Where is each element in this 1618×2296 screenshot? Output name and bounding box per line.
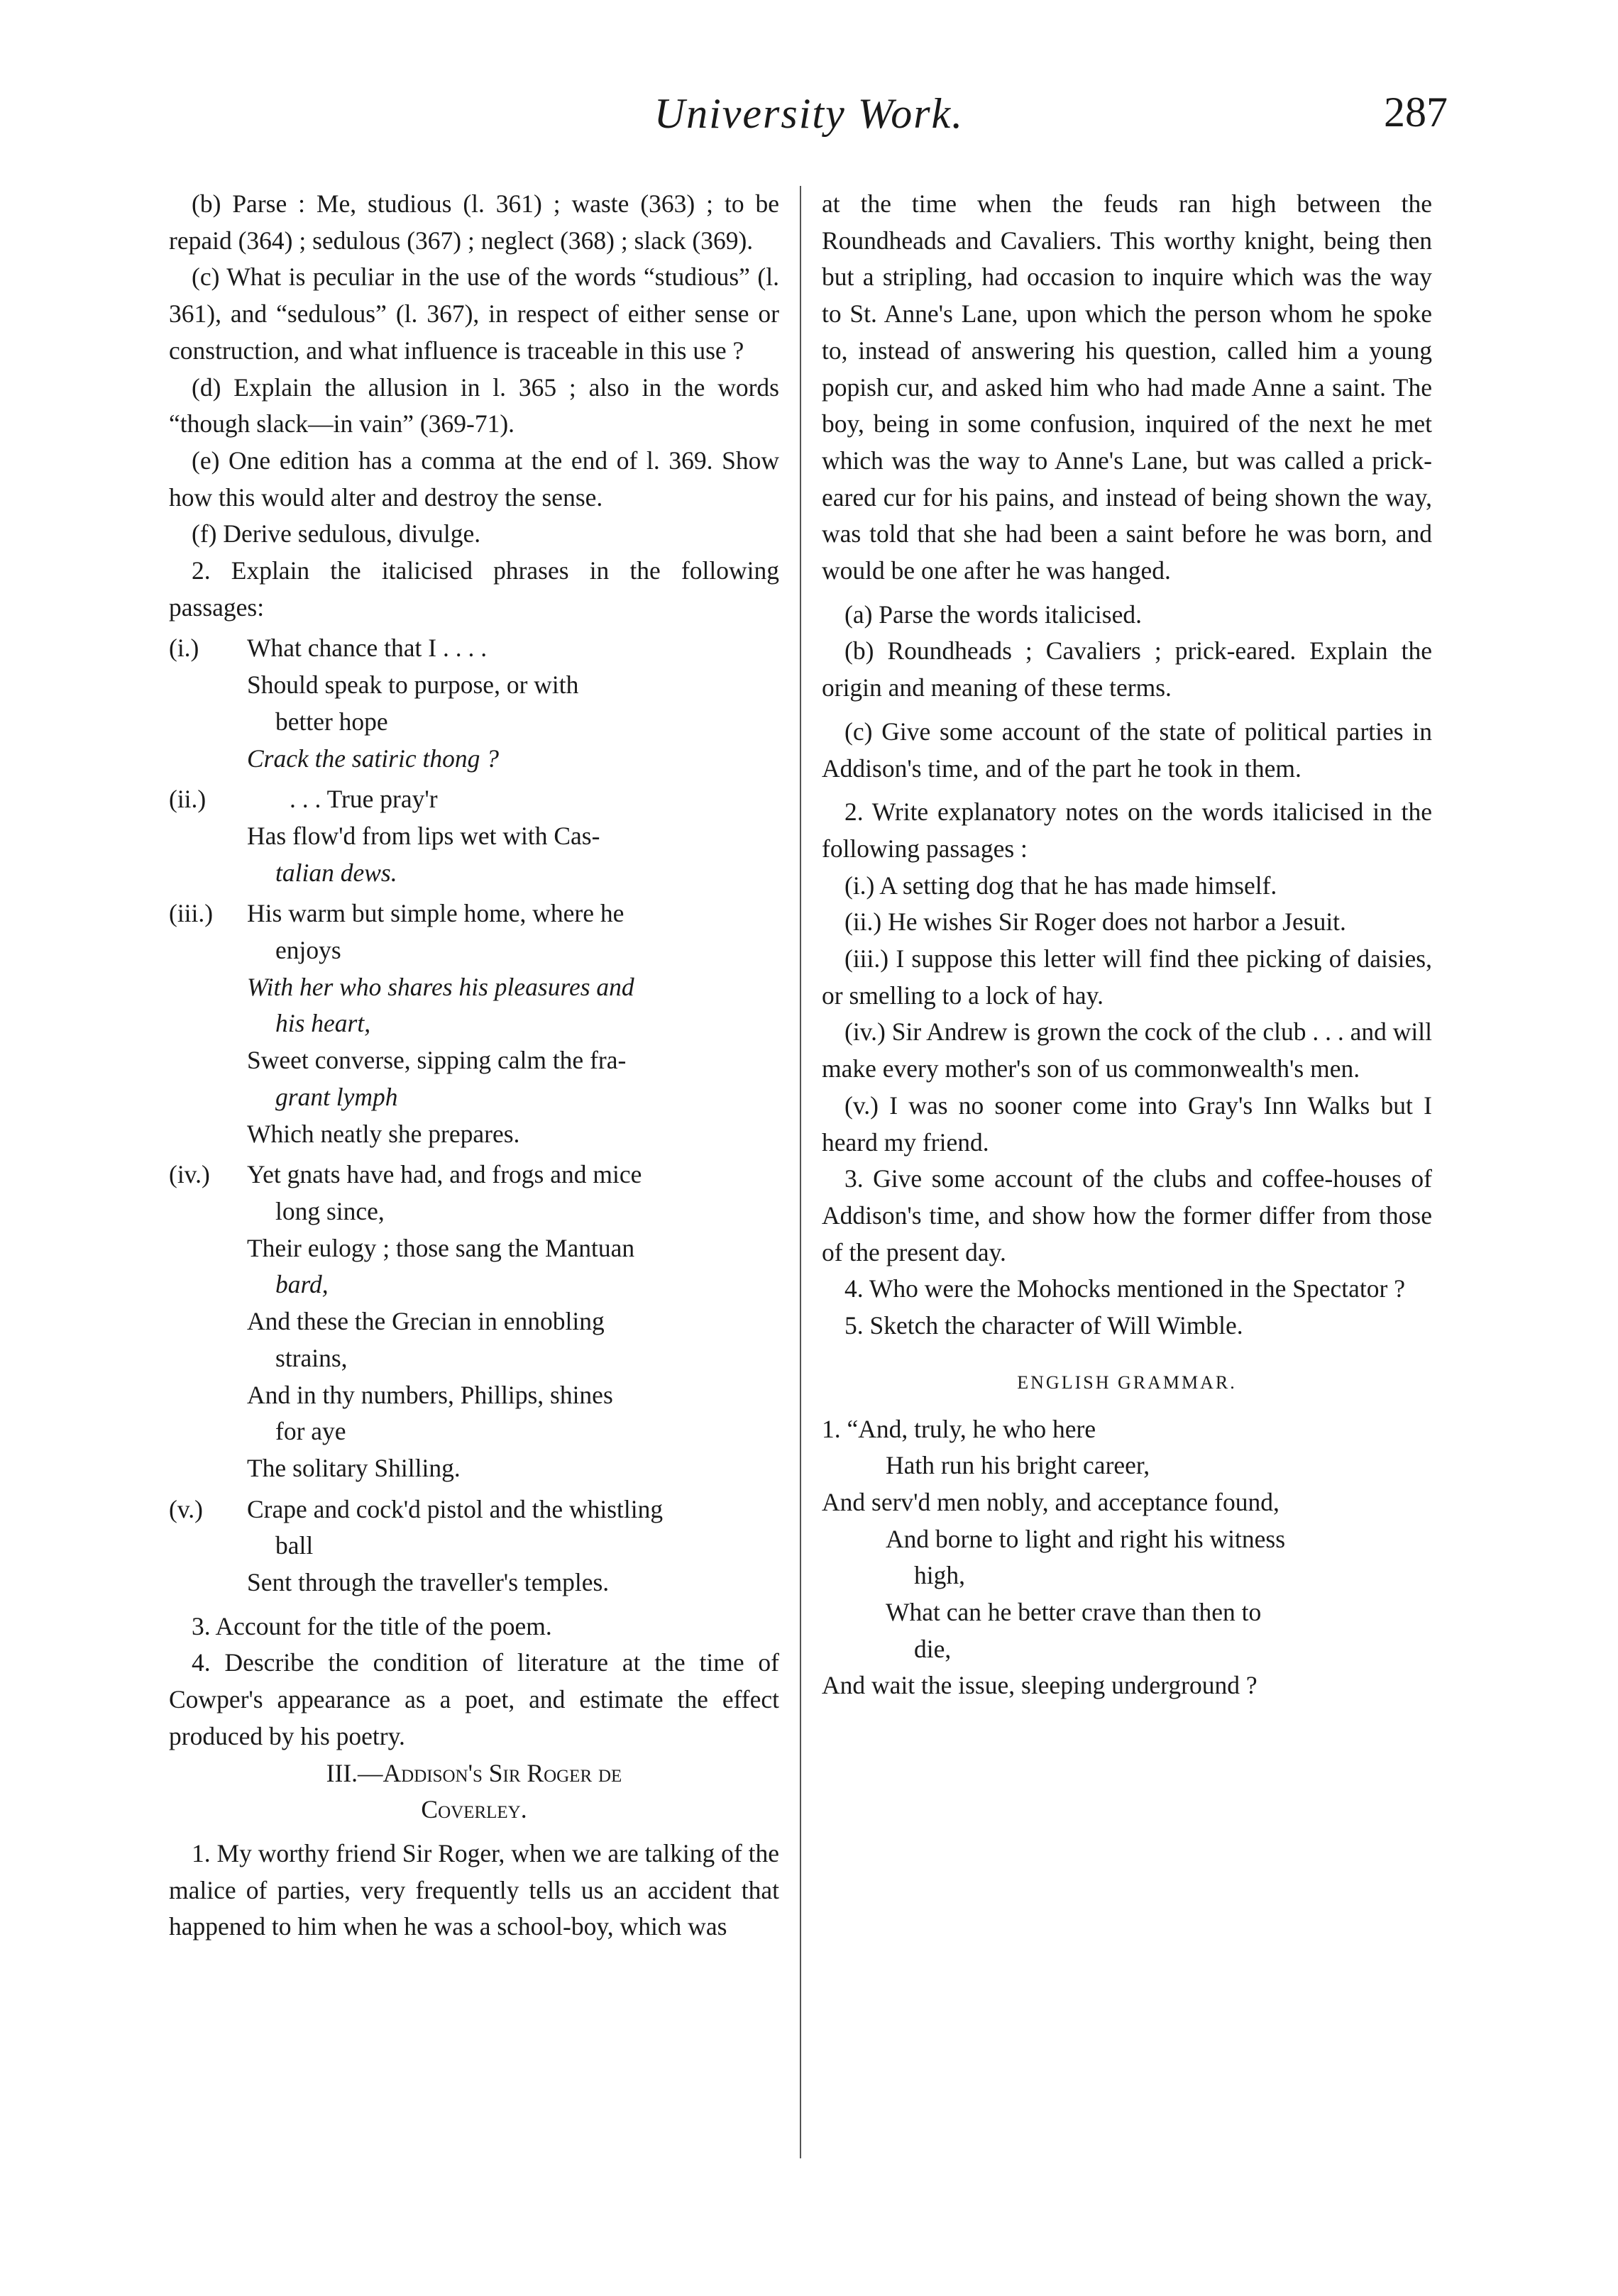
- passage-line: His warm but simple home, where he: [247, 899, 624, 928]
- passage-line: long since,: [275, 1196, 385, 1225]
- passage-ii: [169, 781, 779, 891]
- passage-number: (iii.): [169, 899, 214, 928]
- verse-line: And borne to light and right his witness: [886, 1524, 1286, 1553]
- question-a: (a) Parse the words italicised.: [844, 600, 1142, 629]
- passage-line: bard,: [275, 1270, 329, 1299]
- question-4: 4. Who were the Mohocks mentioned in the Spectator ?: [844, 1274, 1405, 1303]
- passage-line: Sent through the traveller's temples.: [247, 1568, 610, 1597]
- passage-line: Their eulogy ; those sang the Mantuan: [247, 1233, 635, 1262]
- passage-line: What chance that I . . . .: [247, 634, 488, 663]
- passage-line: Has flow'd from lips wet with Cas-: [247, 821, 600, 850]
- verse-line: What can he better crave than then to: [886, 1598, 1262, 1627]
- question-c: (c) Give some account of the state of political parties in Addison's time, and of the part he took in them.: [822, 717, 1432, 783]
- running-header: [170, 84, 1448, 162]
- verse-line: And serv'd men nobly, and acceptance found,: [822, 1487, 1279, 1516]
- running-title: University Work.: [654, 90, 964, 137]
- question-b-parse: (b) Parse : Me, studious (l. 361) ; waste (363) ; to be repaid (364) ; sedulous (367) ; neglect (368) ; slack (369).: [169, 189, 779, 255]
- passage-line: better hope: [275, 707, 388, 736]
- passage-line: Should speak to purpose, or with: [247, 670, 579, 700]
- question-2: 2. Write explanatory notes on the words italicised in the following passages :: [822, 797, 1432, 863]
- question-e: (e) One edition has a comma at the end of l. 369. Show how this would alter and destroy the sense.: [169, 446, 779, 512]
- verse-line: And wait the issue, sleeping underground ?: [822, 1671, 1257, 1700]
- passage-line: The solitary Shilling.: [247, 1453, 461, 1482]
- question-1-passage: 1. My worthy friend Sir Roger, when we are talking of the malice of parties, very frequently tells us an accident that happened to him when he was a school-boy, which was: [169, 1838, 779, 1941]
- question-2: 2. Explain the italicised phrases in the following passages:: [169, 556, 779, 622]
- section-heading-line2: Coverley.: [421, 1795, 527, 1824]
- passage-i: [169, 630, 779, 777]
- passage-line: his heart,: [275, 1009, 371, 1038]
- right-column: [822, 186, 1432, 1704]
- page-number: 287: [1384, 89, 1448, 136]
- passage-iv: [169, 1157, 779, 1486]
- passage-v: [169, 1491, 779, 1601]
- passage-line: grant lymph: [275, 1082, 398, 1111]
- passage-line: Yet gnats have had, and frogs and mice: [247, 1160, 642, 1189]
- verse-line: Hath run his bright career,: [886, 1451, 1150, 1480]
- question-b: (b) Roundheads ; Cavaliers ; prick-eared. Explain the origin and meaning of these terms.: [822, 636, 1432, 702]
- passage-line: enjoys: [275, 936, 341, 965]
- passage-line: With her who shares his pleasures and: [247, 972, 634, 1001]
- passage-number: (v.): [169, 1494, 203, 1523]
- passage-line: talian dews.: [275, 858, 397, 887]
- question-3: 3. Account for the title of the poem.: [192, 1611, 552, 1640]
- passage-line: Which neatly she prepares.: [247, 1119, 520, 1148]
- question-5: 5. Sketch the character of Will Wimble.: [844, 1311, 1243, 1340]
- question-c: (c) What is peculiar in the use of the words “studious” (l. 361), and “sedulous” (l. 367), in respect of either sense or construction, and what influence is traceable in this use ?: [169, 263, 779, 365]
- passage-line: ball: [275, 1531, 314, 1560]
- passage-number: (i.): [169, 634, 199, 663]
- passage-number: (iv.): [169, 1160, 210, 1189]
- left-column: [169, 186, 779, 1945]
- sentence-i: (i.) A setting dog that he has made himself.: [844, 871, 1277, 900]
- question-3: 3. Give some account of the clubs and coffee-houses of Addison's time, and show how the former differ from those of the present day.: [822, 1164, 1432, 1266]
- sentence-iv: (iv.) Sir Andrew is grown the cock of the club . . . and will make every mother's son of us commonwealth's men.: [822, 1017, 1432, 1083]
- question-4: 4. Describe the condition of literature at the time of Cowper's appearance as a poet, and estimate the effect produced by his poetry.: [169, 1648, 779, 1750]
- section-heading: III.—Addison's Sir Roger de: [326, 1758, 622, 1787]
- sentence-ii: (ii.) He wishes Sir Roger does not harbor a Jesuit.: [844, 907, 1346, 937]
- passage-number: (ii.): [169, 785, 207, 814]
- passage-line: . . . True pray'r: [290, 785, 438, 814]
- verse-line: high,: [914, 1561, 965, 1590]
- column-divider: [800, 186, 801, 2158]
- question-f: (f) Derive sedulous, divulge.: [192, 519, 481, 548]
- passage-line: Crape and cock'd pistol and the whistling: [247, 1494, 664, 1523]
- verse-line: 1. “And, truly, he who here: [822, 1414, 1096, 1443]
- sentence-v: (v.) I was no sooner come into Gray's Inn Walks but I heard my friend.: [822, 1091, 1432, 1157]
- sentence-iii: (iii.) I suppose this letter will find thee picking of daisies, or smelling to a lock of hay.: [822, 944, 1432, 1010]
- passage-iii: [169, 895, 779, 1152]
- passage-line: And these the Grecian in ennobling: [247, 1307, 605, 1336]
- grammar-heading: ENGLISH GRAMMAR.: [1017, 1371, 1237, 1393]
- passage-line: for aye: [275, 1417, 346, 1446]
- passage-line: strains,: [275, 1343, 348, 1372]
- passage-continuation: at the time when the feuds ran high between the Roundheads and Cavaliers. This worthy knight, being then but a stripling, had occasion to inquire which was the way to St. Anne's Lane, upon which the person whom he spoke to, instead of answering his question, called him a young popish cur, and asked him who had made Anne a saint. The boy, being in some confusion, inquired of the next he met which was the way to Anne's Lane, but was called a prick-eared cur for his pains, and instead of being shown the way, was told that she had been a saint before he was born, and would be one after he was hanged.: [822, 189, 1432, 585]
- verse-line: die,: [914, 1634, 952, 1663]
- passage-line: Sweet converse, sipping calm the fra-: [247, 1046, 627, 1075]
- passage-line: And in thy numbers, Phillips, shines: [247, 1380, 613, 1409]
- passage-line: Crack the satiric thong ?: [247, 744, 499, 773]
- question-d: (d) Explain the allusion in l. 365 ; also in the words “though slack—in vain” (369-71).: [169, 372, 779, 438]
